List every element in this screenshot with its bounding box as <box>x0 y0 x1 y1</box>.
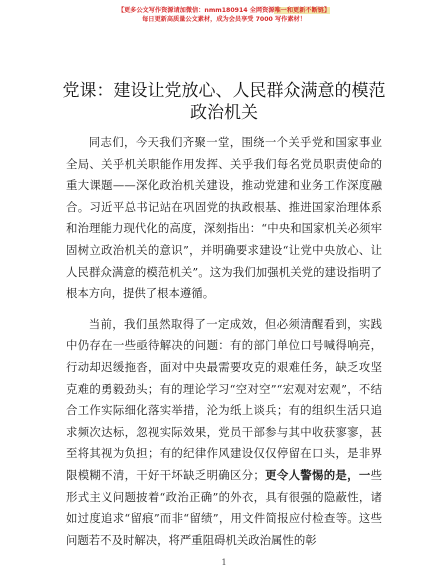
promo-banner <box>0 6 448 24</box>
paragraph-2-bold: 更令人警惕的是，一 <box>264 467 371 482</box>
paragraph-2-text: 当前，我们虽然取得了一定成效，但必须清醒看到，实践中仍存在一些亟待解决的问题：有的部门单位口号喊得响亮，行动却迟缓拖沓，面对中央最需要攻克的艰难任务，缺乏攻坚克难的勇毅劲头；有的理论学习“空对空”“宏观对宏观”，不结合工作实际细化落实举措，沦为纸上谈兵；有的组织生活只追求频次达标，忽视实际效果，党员干部参与其中收获寥寥，甚至将其视为负担；有的纪律作风建设仅仅停留在口头，是非界限模糊不清，干好干坏缺乏明确区分； <box>66 316 382 482</box>
paragraph-2 <box>66 314 382 552</box>
document-title: 党课：建设让党放心、人民群众满意的模范政治机关 <box>62 81 386 123</box>
banner-line-2: 每日更新高质量公文素材，成为会员享受 7000 写作素材！ <box>142 16 306 23</box>
page-number: 1 <box>221 558 227 567</box>
paragraph-2-continued: 些形式主义问题披着“政治正确”的外衣，具有很强的隐蔽性，诸如过度追求“留痕”而非“留绩”，用文件简报应付检查等。这些问题若不及时解决，将严重阻碍机关政治属性的彰 <box>66 467 382 547</box>
paragraph-1: 同志们，今天我们齐聚一堂，围绕一个关乎党和国家事业全局、关乎机关职能作用发挥、关乎我们每名党员职责使命的重大课题——深化政治机关建设，推动党建和业务工作深度融合。习近平总书记站在巩固党的执政根基、推进国家治理体系和治理能力现代化的高度，深刻指出：“中央和国家机关必须牢固树立政治机关的意识”，并明确要求建设“让党中央放心、让人民群众满意的模范机关”。这为我们加强机关党的建设指明了根本方向，提供了根本遵循。 <box>66 135 382 301</box>
document-body <box>66 132 382 551</box>
banner-line-1-highlight: 唯一和更新不断链】 <box>274 7 331 14</box>
banner-line-1: 【更多公文写作资源请加微信：nmm180914 全网资源 <box>117 7 275 14</box>
